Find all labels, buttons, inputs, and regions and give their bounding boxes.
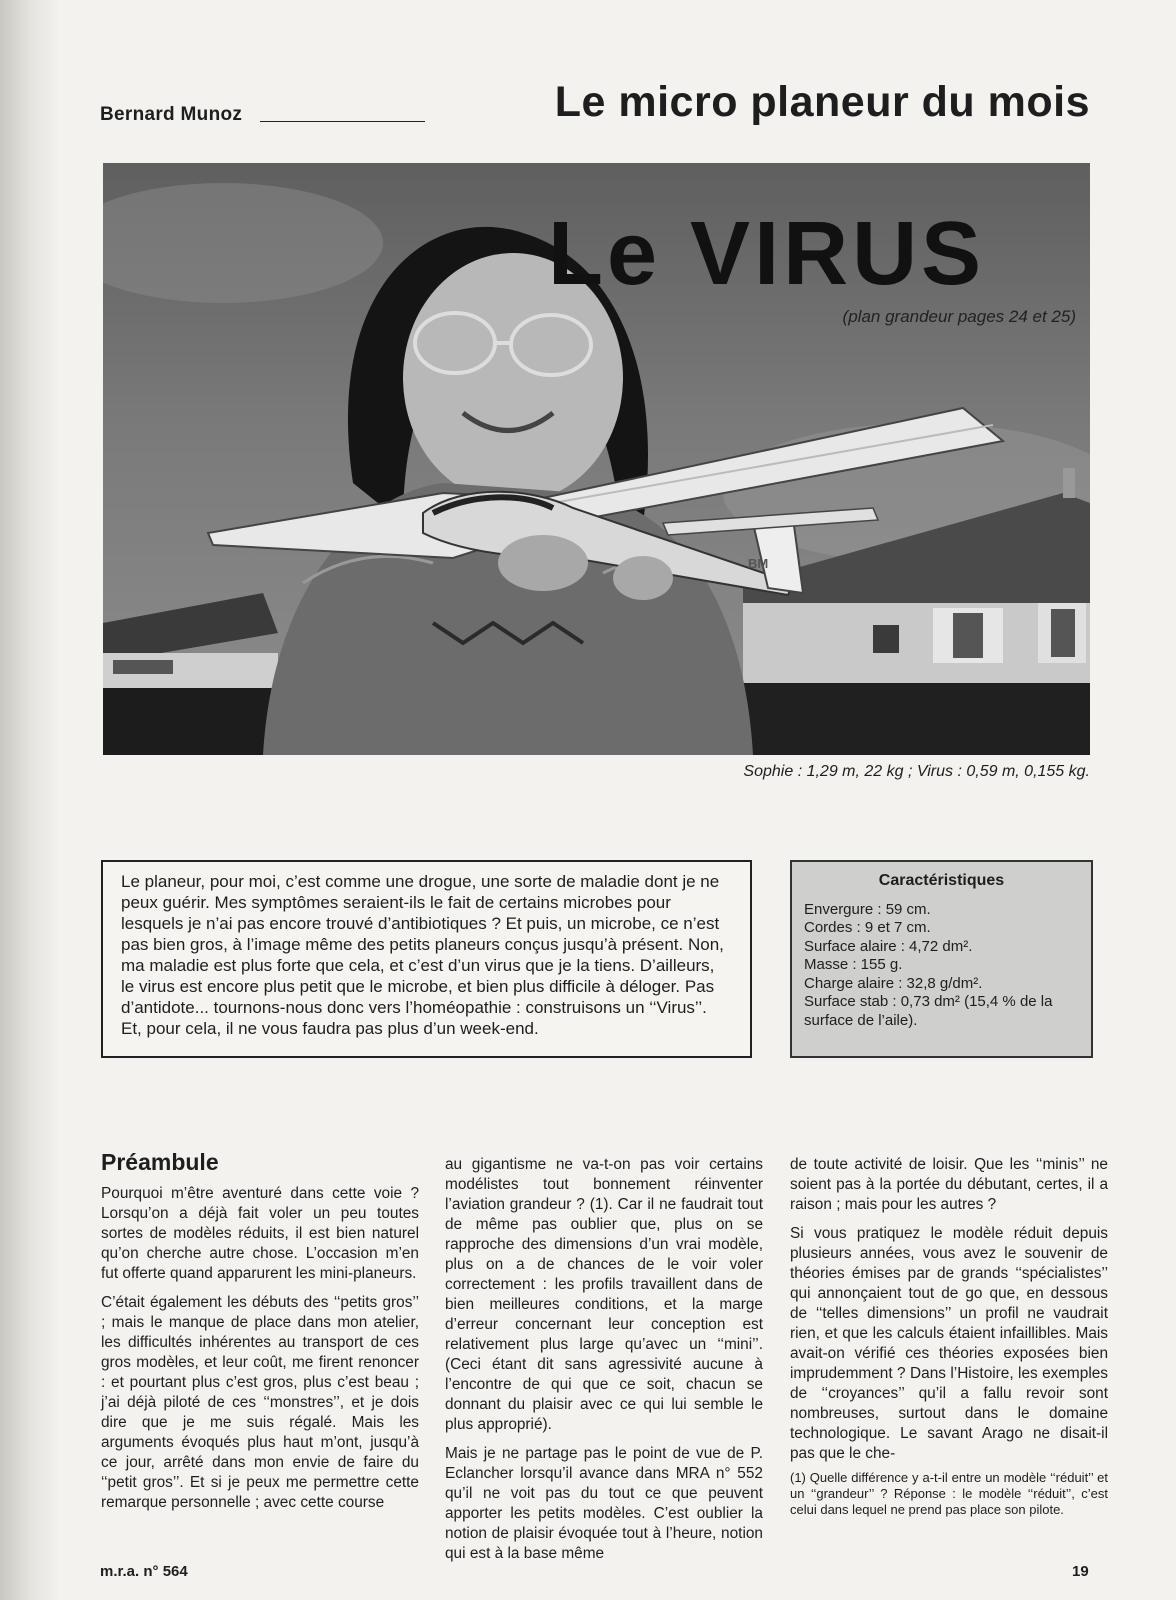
paragraph: Mais je ne partage pas le point de vue de P. Eclancher lorsqu’il avance dans MRA n° 552 qu’il ne voit pas du tout ce que peuvent apporter les petits modèles. C’est oublier la notion de plaisir évoquée tout à l’heure, notion qui est à la base même — [445, 1445, 763, 1562]
specifications-title: Caractéristiques — [878, 872, 1005, 889]
article-column-3 — [790, 1155, 1108, 1473]
magazine-issue: m.r.a. n° 564 — [100, 1563, 188, 1580]
paragraph: Si vous pratiquez le modèle réduit depuis plusieurs années, vous avez le souvenir de théories émises par de grands ‘‘spécialistes’’ qui annonçaient tout de go que, en dessous de ‘‘telles dimensions’’ un profil ne vaudrait rien, et que les calculs étaient infaillibles. Mais avait-on vérifié ces théories exposées bien imprudemment ? Dans l’Histoire, les exemples de ‘‘croyances’’ qu’il a fallu revoir sont nombreuses, surtout dans le domaine technologique. Le savant Arago ne disait-il pas que le che- — [790, 1225, 1108, 1462]
author-rule — [260, 121, 425, 122]
paragraph: C’était également les débuts des ‘‘petits gros’’ ; mais le manque de place dans mon atelier, les difficultés inhérentes au transport de ces gros modèles, et leur coût, me firent renoncer : et pourtant plus c’est gros, plus c’est beau ; j’ai déjà piloté de ces ‘‘monstres’’, et je dois dire que je me suis régalé. Mais les arguments évoqués plus haut m’ont, jusqu’à ce jour, arrêté dans mon envie de faire du ‘‘petit gros’’. Et si je peux me permettre cette remarque personnelle ; avec cette course — [101, 1294, 419, 1511]
spec-line: Surface alaire : 4,72 dm². — [804, 937, 973, 955]
page-fold-shadow — [0, 0, 60, 1600]
article-title: Le micro planeur du mois — [554, 78, 1090, 126]
paragraph: au gigantisme ne va-t-on pas voir certains modélistes tout bonnement réinventer l’aviation grandeur ? (1). Car il ne faudrait tout de même pas oublier que, plus on se rapproche des dimensions d’un vrai modèle, plus on a de chances de le voir voler correctement : les profils travaillent dans de bien meilleures conditions, et la marge d’erreur concernant leur conception est relativement plus large qu’avec un ‘‘mini’’. (Ceci étant dit sans agressivité aucune à l’encontre de qui que ce soit, chacun se donnant du plaisir avec ce qui lui semble le plus approprié). — [445, 1156, 763, 1433]
intro-box — [101, 860, 752, 1058]
photo-caption: Sophie : 1,29 m, 22 kg ; Virus : 0,59 m, 0,155 kg. — [743, 763, 1090, 780]
plan-reference: (plan grandeur pages 24 et 25) — [842, 307, 1076, 326]
footnote: (1) Quelle différence y a-t-il entre un modèle ‘‘réduit’’ et un ‘‘grandeur’’ ? Réponse : le modèle ‘‘réduit’’, c’est celui dans lequel ne prend pas place son pilote. — [790, 1470, 1108, 1517]
article-column-2 — [445, 1155, 763, 1573]
spec-line: Surface stab : 0,73 dm² (15,4 % de la surface de l’aile). — [804, 993, 1053, 1029]
spec-line: Cordes : 9 et 7 cm. — [804, 919, 931, 936]
section-heading: Préambule — [101, 1149, 219, 1175]
paragraph: de toute activité de loisir. Que les ‘‘minis’’ ne soient pas à la portée du débutant, certes, il a raison ; mais pour les autres ? — [790, 1156, 1108, 1213]
paragraph: Pourquoi m’être aventuré dans cette voie ? Lorsqu’on a déjà fait voler un peu toutes sortes de modèles réduits, il est bien naturel qu’on cherche autre chose. L’occasion m’en fut offerte quand apparurent les mini-planeurs. — [101, 1185, 419, 1282]
author-name: Bernard Munoz — [100, 104, 243, 125]
spec-line: Envergure : 59 cm. — [804, 900, 931, 918]
fin-marking: BM — [748, 556, 769, 571]
spec-line: Charge alaire : 32,8 g/dm². — [804, 974, 983, 992]
spec-line: Masse : 155 g. — [804, 956, 903, 973]
intro-paragraph-2: Et, pour cela, il ne vous faudra pas plus d’un week-end. — [121, 1019, 539, 1038]
model-name-headline: Le VIRUS — [548, 204, 986, 304]
hero-photo — [103, 163, 1090, 755]
specifications-box — [790, 860, 1093, 1058]
article-header — [100, 78, 1090, 132]
page-number: 19 — [1072, 1563, 1089, 1580]
intro-paragraph-1: Le planeur, pour moi, c’est comme une drogue, une sorte de maladie dont je ne peux guérir. Mes symptômes seraient-ils le fait de certains microbes pour lesquels je n’ai pas encore trouvé d’antibiotiques ? Et puis, un microbe, ce n’est pas bien gros, à l’image même des petits planeurs conçus jusqu’à présent. Non, ma maladie est plus forte que cela, et c’est d’un virus que je la tiens. D’ailleurs, le virus est encore plus petit que le microbe, et bien plus difficile à déloger. Pas d’antidote... tournons-nous donc vers l’homéopathie : construisons un ‘‘Virus’’. — [121, 872, 724, 1017]
article-column-1 — [101, 1148, 419, 1522]
